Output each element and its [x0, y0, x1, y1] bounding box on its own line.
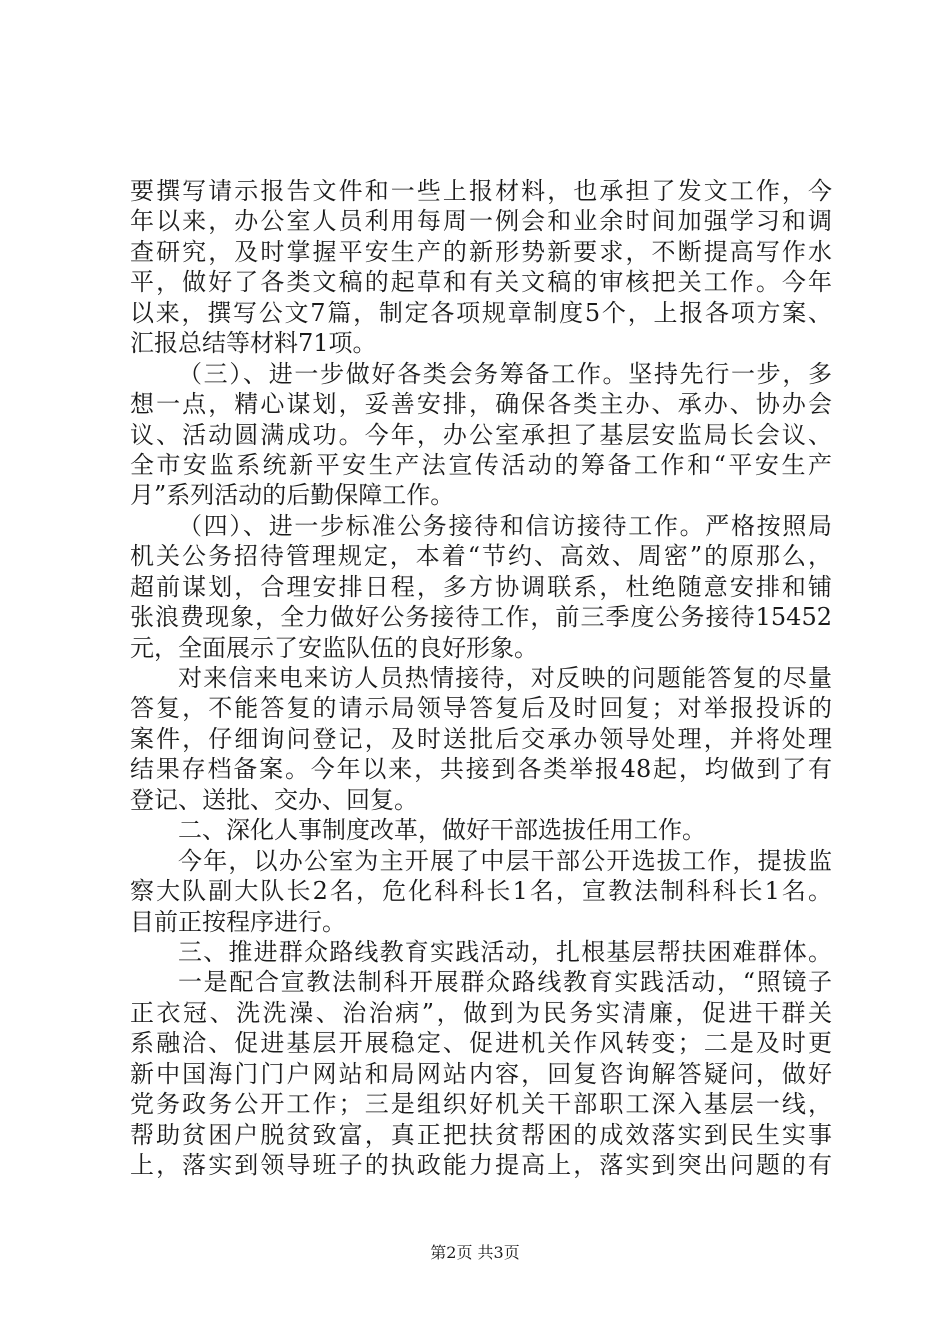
text-line: 今年，以办公室为主开展了中层干部公开选拔工作，提拔监 [178, 846, 832, 875]
text-line: 元，全面展示了安监队伍的良好形象。 [130, 633, 538, 662]
text-line: 结果存档备案。今年以来，共接到各类举报48起，均做到了有 [130, 755, 832, 784]
text-line: （三）、进一步做好各类会务筹备工作。坚持先行一步，多 [178, 359, 832, 388]
text-line: 上，落实到领导班子的执政能力提高上，落实到突出问题的有 [130, 1151, 832, 1179]
text-line: 三、推进群众路线教育实践活动，扎根基层帮扶困难群体。 [178, 937, 832, 966]
text-line: 年以来，办公室人员利用每周一例会和业余时间加强学习和调 [130, 207, 832, 236]
text-line: 二、深化人事制度改革，做好干部选拔任用工作。 [178, 816, 706, 845]
text-line: 要撰写请示报告文件和一些上报材料，也承担了发文工作，今 [130, 177, 832, 205]
document-body [130, 176, 832, 1180]
text-line: 全市安监系统新平安生产法宣传活动的筹备工作和“平安生产 [130, 450, 832, 479]
text-line: 张浪费现象，全力做好公务接待工作，前三季度公务接待15452 [130, 603, 832, 632]
text-line: 案件，仔细询问登记，及时送批后交承办领导处理，并将处理 [130, 724, 832, 753]
text-line: 系融洽、促进基层开展稳定、促进机关作风转变；二是及时更 [130, 1029, 832, 1058]
text-line: 察大队副大队长2名，危化科科长1名，宣教法制科科长1名。 [130, 877, 832, 906]
text-line: 党务政务公开工作；三是组织好机关干部职工深入基层一线， [130, 1090, 832, 1119]
text-line: 议、活动圆满成功。今年，办公室承担了基层安监局长会议、 [130, 420, 832, 449]
text-line: 目前正按程序进行。 [130, 907, 346, 936]
text-line: 想一点，精心谋划，妥善安排，确保各类主办、承办、协办会 [130, 390, 832, 419]
text-line: 超前谋划，合理安排日程，多方协调联系，杜绝随意安排和铺 [130, 572, 832, 601]
text-line: 平，做好了各类文稿的起草和有关文稿的审核把关工作。今年 [130, 268, 832, 297]
text-line: 新中国海门门户网站和局网站内容，回复咨询解答疑问，做好 [130, 1059, 832, 1088]
text-line: 正衣冠、洗洗澡、治治病”，做到为民务实清廉，促进干群关 [130, 998, 832, 1027]
text-line: 答复，不能答复的请示局领导答复后及时回复；对举报投诉的 [130, 694, 832, 723]
text-line: （四）、进一步标准公务接待和信访接待工作。严格按照局 [178, 511, 832, 540]
text-line: 汇报总结等材料71项。 [130, 329, 377, 358]
text-line: 机关公务招待管理规定，本着“节约、高效、周密”的原那么， [130, 542, 832, 571]
text-line: 登记、送批、交办、回复。 [130, 785, 418, 814]
text-line: 月”系列活动的后勤保障工作。 [130, 481, 455, 510]
text-line: 对来信来电来访人员热情接待，对反映的问题能答复的尽量 [178, 664, 832, 692]
text-line: 查研究，及时掌握平安生产的新形势新要求，不断提高写作水 [130, 237, 832, 266]
text-line: 帮助贫困户脱贫致富，真正把扶贫帮困的成效落实到民生实事 [130, 1120, 832, 1149]
text-line: 一是配合宣教法制科开展群众路线教育实践活动，“照镜子 [178, 968, 832, 997]
page-footer: 第2页 共3页 [430, 1243, 520, 1262]
text-line: 以来，撰写公文7篇，制定各项规章制度5个，上报各项方案、 [130, 298, 832, 327]
